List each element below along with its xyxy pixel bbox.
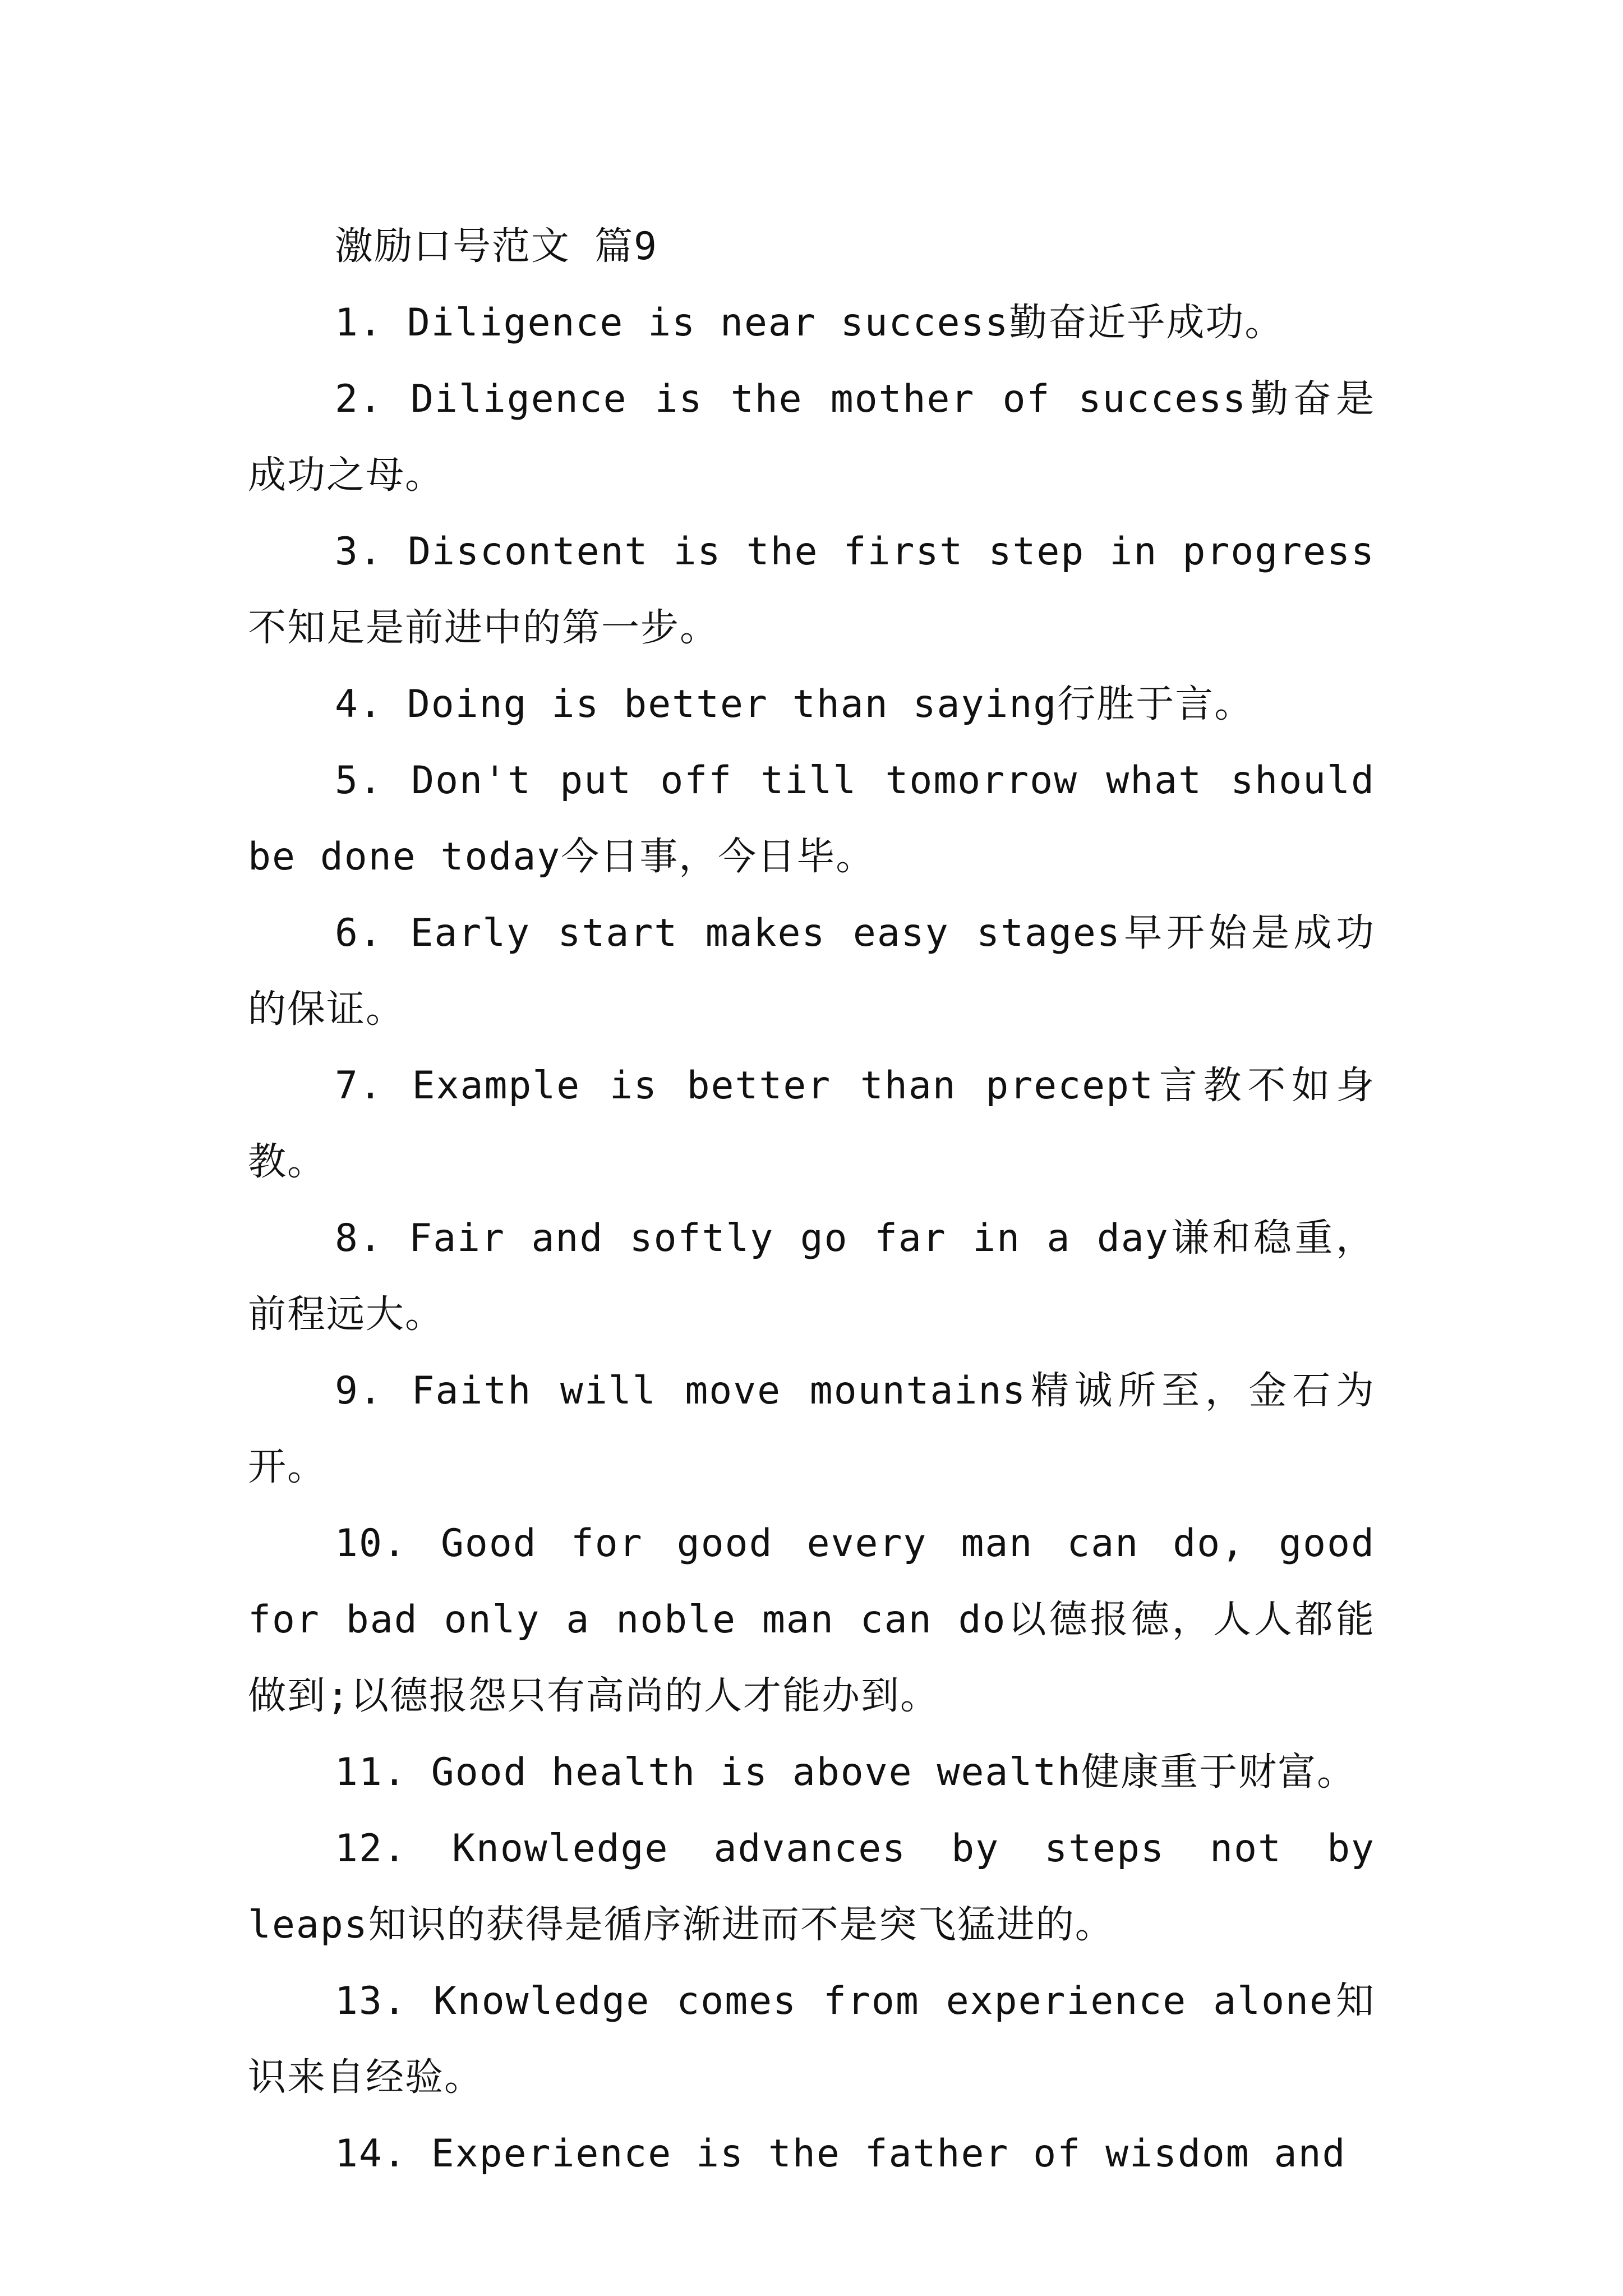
list-item [248,895,1375,1048]
item-number: 3. [335,530,383,574]
item-number: 10. [335,1521,407,1566]
item-chinese: 勤奋是成功之母。 [248,377,1375,498]
list-item [248,361,1375,514]
item-english: Faith will move mountains [411,1369,1027,1413]
item-english: Knowledge advances by steps not by leaps [248,1826,1375,1947]
item-english: Diligence is the mother of success [411,377,1247,421]
item-number: 14. [335,2132,407,2176]
list-item [248,2116,1375,2192]
list-item [248,743,1375,895]
item-chinese: 言教不如身教。 [248,1064,1375,1184]
item-english: Fair and softly go far in a day [409,1216,1169,1260]
list-item [248,1811,1375,1963]
item-english: Diligence is near success [407,301,1009,345]
item-number: 1. [335,301,383,345]
item-chinese: 健康重于财富。 [1081,1750,1357,1795]
item-number: 11. [335,1750,407,1795]
list-item [248,1353,1375,1506]
document-title: 激励口号范文 篇9 [335,224,658,269]
item-english: Knowledge comes from experience alone [433,1979,1334,2023]
list-item [248,1048,1375,1200]
list-item [248,666,1375,743]
item-number: 4. [335,682,383,726]
item-english: Experience is the father of wisdom and [431,2132,1347,2176]
item-chinese: 不知足是前进中的第一步。 [248,606,720,650]
item-chinese: 勤奋近乎成功。 [1009,301,1284,345]
list-item [248,1734,1375,1811]
document-body [248,209,1375,2192]
item-english: Doing is better than saying [407,682,1058,726]
list-item [248,1200,1375,1353]
list-item [248,285,1375,361]
item-chinese: 精诚所至，金石为开。 [248,1369,1375,1489]
item-chinese: 行胜于言。 [1057,682,1254,726]
item-number: 7. [335,1064,383,1108]
item-chinese: 早开始是成功的保证。 [248,911,1375,1032]
item-english: Discontent is the first step in progress [408,530,1375,574]
item-chinese: 谦和稳重，前程远大。 [248,1216,1375,1337]
item-number: 5. [335,758,383,803]
item-number: 2. [335,377,383,421]
item-number: 13. [335,1979,407,2023]
item-english: Example is better than precept [412,1064,1155,1108]
item-chinese: 以德报德，人人都能做到;以德报怨只有高尚的人才能办到。 [248,1598,1375,1718]
list-item [248,514,1375,666]
item-number: 9. [335,1369,383,1413]
item-chinese: 知识的获得是循序渐进而不是突飞猛进的。 [368,1903,1114,1947]
item-chinese: 今日事，今日毕。 [561,835,875,879]
list-item [248,1506,1375,1734]
item-english: Good health is above wealth [431,1750,1082,1795]
item-english: Early start makes easy stages [410,911,1121,955]
item-chinese: 知识来自经验。 [248,1979,1375,2100]
item-number: 8. [335,1216,383,1260]
item-english: Don't put off till tomorrow what should be done today [248,758,1375,879]
list-item [248,1963,1375,2116]
item-number: 6. [335,911,383,955]
item-number: 12. [335,1826,407,1871]
item-english: Good for good every man can do, good for bad only a noble man can do [248,1521,1375,1642]
